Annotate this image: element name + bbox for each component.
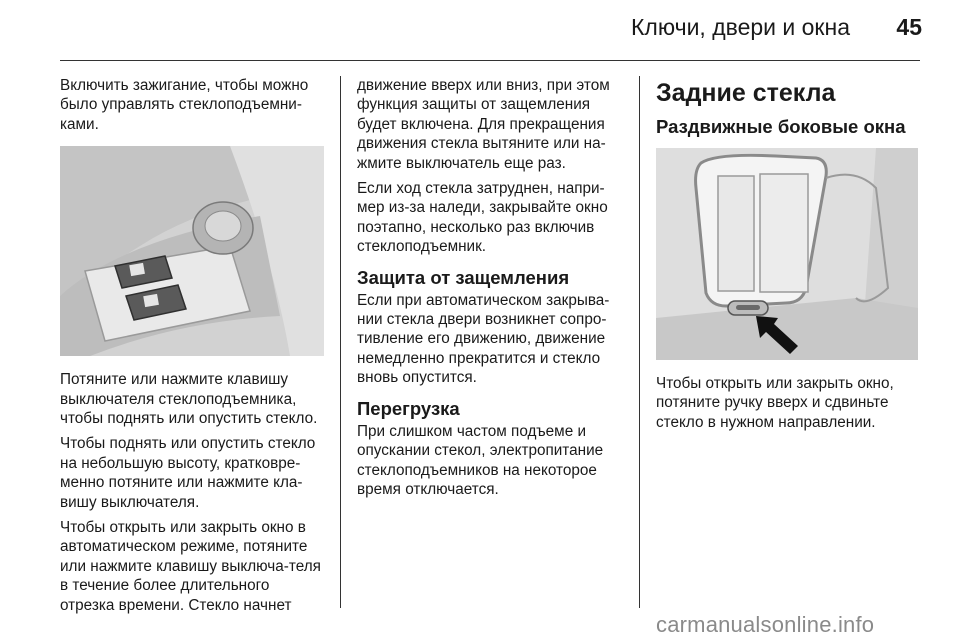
paragraph-ice: Если ход стекла затруднен, напри-мер из-за наледи, закрывайте окно поэтапно, несколько раз включив стеклоподъемник. <box>357 180 608 256</box>
paragraph-auto-mode: Чтобы открыть или закрыть окно в автоматическом режиме, потяните или нажмите клавишу выключа-теля в течение более длительного отрезка времени. Стекло начнет <box>60 519 321 614</box>
paragraph-open-close-window: Чтобы открыть или закрыть окно, потяните ручку вверх и сдвиньте стекло в нужном направлении. <box>656 375 894 431</box>
right-column <box>656 78 920 438</box>
left-column <box>60 76 326 621</box>
heading-sliding-windows: Раздвижные боковые окна <box>656 116 906 137</box>
heading-overload: Перегрузка <box>357 397 460 419</box>
heading-pinch-protection: Защита от защемления <box>357 266 570 288</box>
header-title: Ключи, двери и окна <box>631 14 850 40</box>
paragraph-pinch-protection: Если при автоматическом закрыва-нии стекла двери возникнет сопро-тивление его движению, движение немедленно прекратится и стекло вновь опустится. <box>357 291 610 387</box>
column-divider-1 <box>340 76 341 608</box>
heading-rear-windows: Задние стекла <box>656 79 836 107</box>
paragraph-short-press: Чтобы поднять или опустить стекло на небольшую высоту, кратковре-менно потяните или нажмите кла-вишу выключателя. <box>60 435 316 511</box>
watermark: carmanualsonline.info <box>656 612 875 637</box>
window-latch-handle <box>728 301 768 315</box>
page-number: 45 <box>896 14 922 40</box>
header-rule <box>60 60 920 61</box>
middle-column <box>357 76 627 505</box>
sliding-window-illustration <box>656 148 918 360</box>
paragraph-overload: При слишком частом подъеме и опускании стекол, электропитание стеклоподъемников на некоторое время отключается. <box>357 422 604 498</box>
column-divider-2 <box>639 76 640 608</box>
paragraph-pull-press: Потяните или нажмите клавишу выключателя стеклоподъемника, чтобы поднять или опустить стекло. <box>60 371 318 428</box>
paragraph-ignition: Включить зажигание, чтобы можно было управлять стеклоподъемни-ками. <box>60 77 309 133</box>
paragraph-movement: движение вверх или вниз, при этом функция защиты от защемления будет включена. Для прекращения движения стекла вытяните или на-жмите выключатель еще раз. <box>357 77 610 172</box>
window-switch-illustration <box>60 146 324 356</box>
